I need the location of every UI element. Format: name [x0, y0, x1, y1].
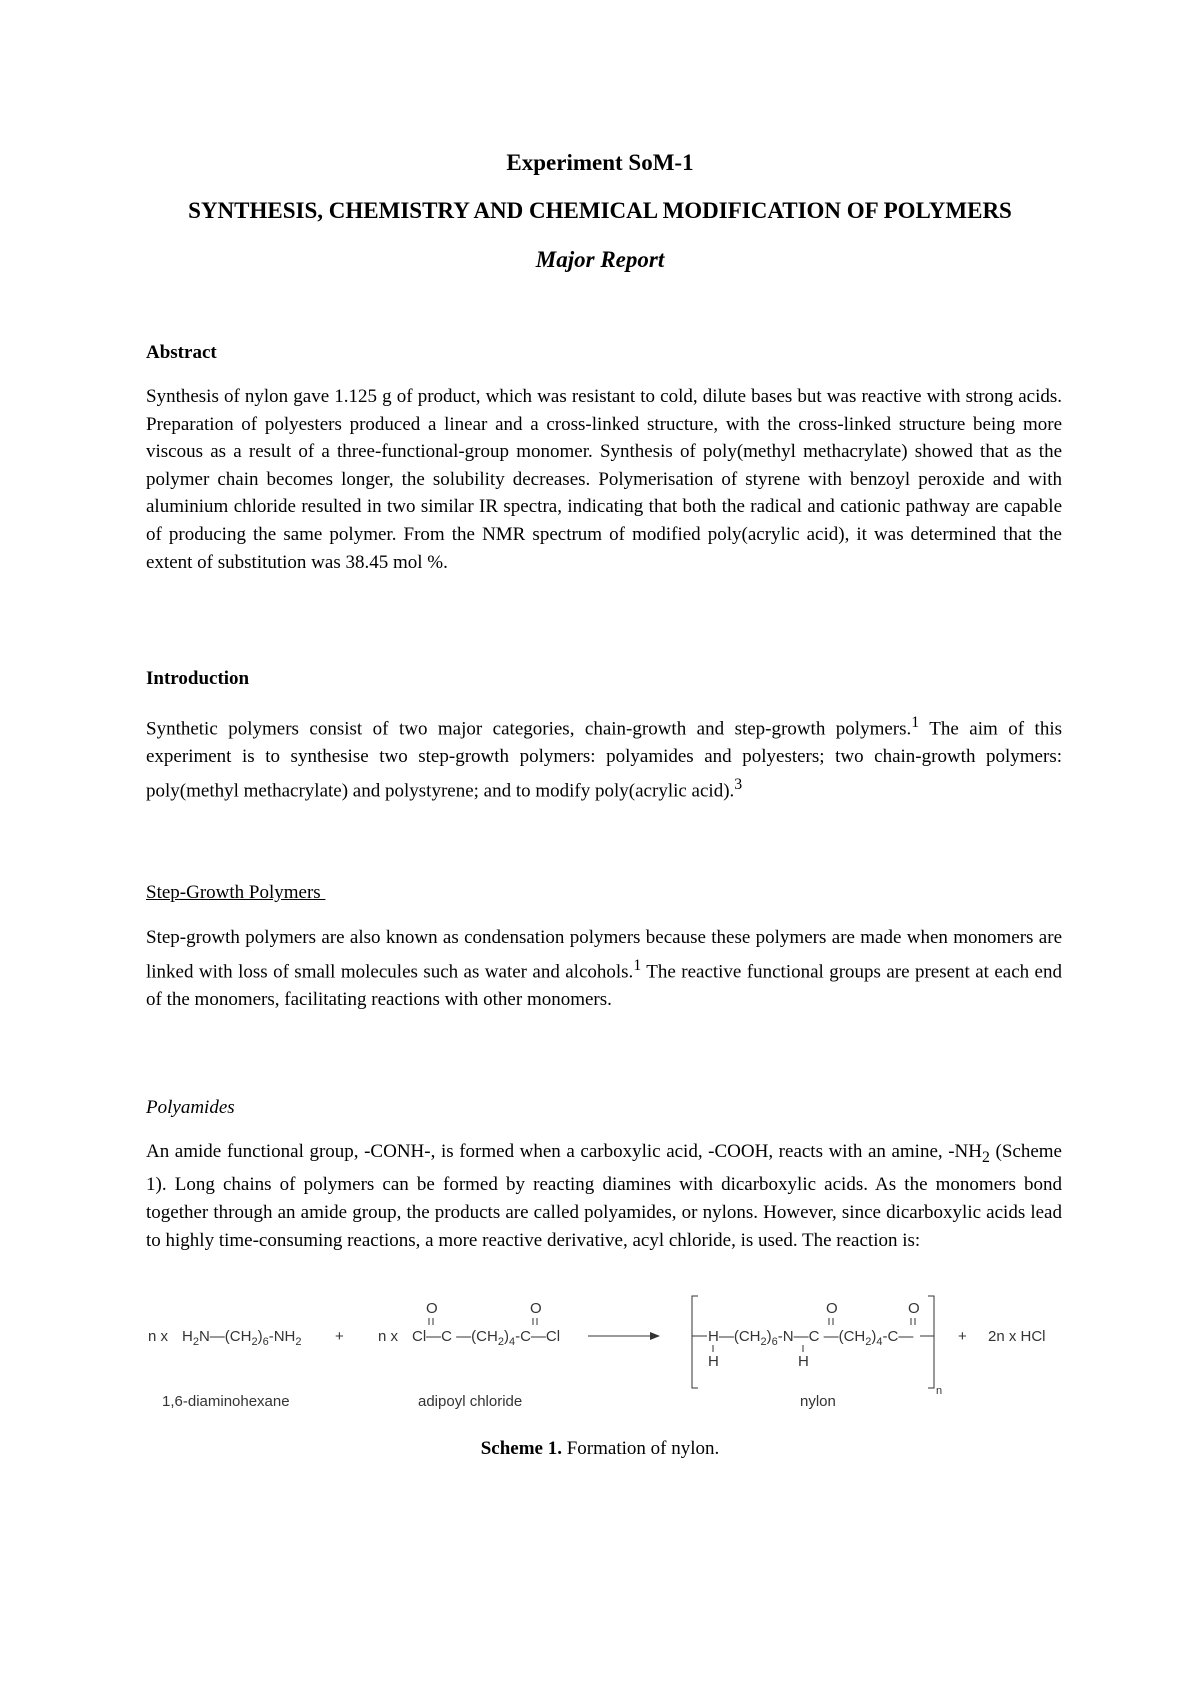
introduction-heading: Introduction [146, 668, 250, 689]
scheme-caption [0, 1436, 1200, 1462]
step-growth-paragraph [146, 924, 1062, 1013]
product-formula: $H—(CH_2)_6-N—C$ $—(CH_2)_4-C—$ [708, 1328, 914, 1348]
report-title: SYNTHESIS, CHEMISTRY AND CHEMICAL MODIFICATION OF POLYMERS [188, 198, 1012, 223]
reactant2-oxygen-1: O [426, 1300, 438, 1317]
polyamides-heading: Polyamides [146, 1097, 235, 1118]
experiment-title: Experiment SoM-1 [506, 150, 694, 175]
reactant1-coefficient: n x [148, 1328, 169, 1345]
reference-1: 1 [911, 714, 920, 731]
plus-sign-2: + [958, 1328, 967, 1345]
repeat-unit-n: n [936, 1385, 943, 1397]
reactant2-coefficient: n x [378, 1328, 399, 1345]
reference-3: 3 [734, 775, 743, 793]
plus-sign-1: + [335, 1328, 344, 1345]
left-bracket [692, 1296, 698, 1388]
right-bracket [928, 1296, 934, 1388]
introduction-paragraph [146, 709, 1062, 804]
step-growth-text-2: The reactive functional groups are present at each end of the monomers, facilitating reactions with other monomers. [146, 960, 1062, 1010]
label-diaminohexane: 1,6-diaminohexane [162, 1393, 290, 1410]
label-adipoyl-chloride: adipoyl chloride [418, 1393, 523, 1410]
step-growth-text-1: Step-growth polymers are also known as condensation polymers because these polymers are made when monomers are linked with loss of small molecules such as water and alcohols. [146, 927, 1062, 982]
subscript-2: 2 [982, 1148, 990, 1166]
nylon-reaction-scheme [140, 1294, 1080, 1414]
abstract-heading: Abstract [146, 342, 217, 363]
reaction-arrow-icon [650, 1332, 660, 1340]
reference-1: 1 [633, 956, 642, 974]
product-hydrogen-1: H [708, 1353, 719, 1370]
report-subtitle: Major Report [535, 247, 665, 272]
caption-text: Formation of nylon. [561, 1438, 720, 1459]
intro-text-1: Synthetic polymers consist of two major categories, chain-growth and step-growth polymers. [146, 718, 912, 740]
polyamides-text-2: (Scheme 1). Long chains of polymers can be formed by reacting diamines with dicarboxylic acids. As the monomers bond together through an amide group, the products are called polyamides, or nylons. However, since dicarboxylic acids lead to highly time-consuming reactions, a more reactive derivative, acyl chloride, is used. The reaction is: [146, 1141, 1062, 1251]
caption-label: Scheme 1. [480, 1438, 562, 1459]
product-hydrogen-2: H [798, 1353, 809, 1370]
product-oxygen-2: O [908, 1300, 920, 1317]
label-nylon: nylon [800, 1393, 836, 1410]
reactant2-oxygen-2: O [530, 1300, 542, 1317]
intro-text-2: The aim of this experiment is to synthesise two step-growth polymers: polyamides and polyesters; two chain-growth polymers: poly(methyl methacrylate) and polystyrene; and to modify poly(acrylic acid). [146, 718, 1063, 801]
polyamides-paragraph [146, 1138, 1062, 1254]
reactant2-formula: Cl—C $—(CH_2)_4-C—Cl$ [412, 1328, 561, 1348]
reactant1-formula: $H_2N—(CH_2)_6-NH_2$ [182, 1328, 302, 1348]
step-growth-heading: Step-Growth Polymers [146, 882, 326, 903]
byproduct-hcl: 2n x HCl [988, 1328, 1046, 1345]
product-oxygen-1: O [826, 1300, 838, 1317]
polyamides-text-1: An amide functional group, -CONH-, is formed when a carboxylic acid, -COOH, reacts with an amine, -NH [146, 1141, 982, 1162]
abstract-body: Synthesis of nylon gave 1.125 g of product, which was resistant to cold, dilute bases but was reactive with strong acids. Preparation of polyesters produced a linear and a cross-linked structure, with the cross-linked structure being more viscous as a result of a three-functional-group monomer. Synthesis of poly(methyl methacrylate) showed that as the polymer chain becomes longer, the solubility decreases. Polymerisation of styrene with benzoyl peroxide and with aluminium chloride resulted in two similar IR spectra, indicating that both the radical and cationic pathway are capable of producing the same polymer. From the NMR spectrum of modified poly(acrylic acid), it was determined that the extent of substitution was 38.45 mol %. [146, 386, 1062, 573]
